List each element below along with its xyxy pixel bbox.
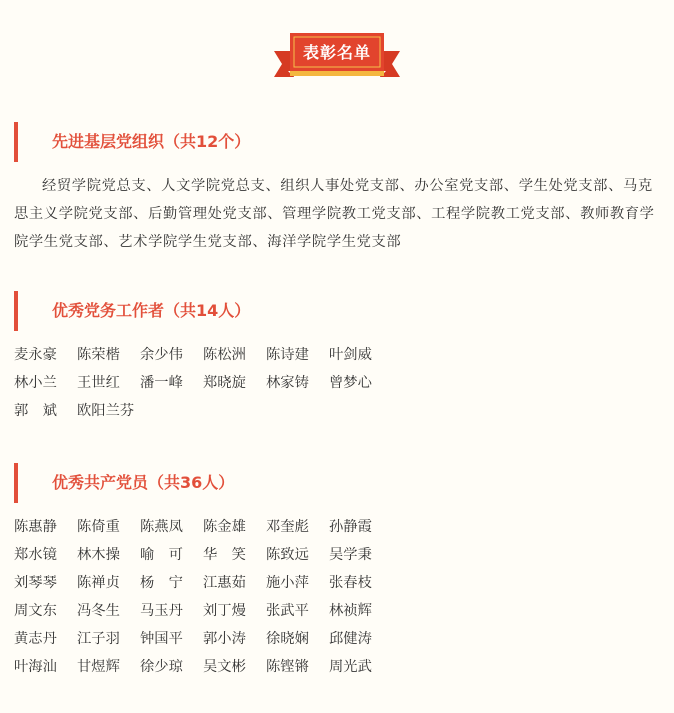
name-item: 刘丁熳 — [203, 603, 246, 619]
section-heading-advanced-orgs — [14, 122, 674, 162]
name-item: 王世红 — [77, 375, 120, 391]
section-heading-party-workers — [14, 291, 674, 331]
name-item: 陈禅贞 — [77, 575, 120, 591]
name-item: 邓奎彪 — [266, 519, 309, 535]
section-accent-bar — [14, 291, 18, 331]
name-item: 陈燕凤 — [140, 519, 183, 535]
name-item: 林家铸 — [266, 375, 309, 391]
name-item: 陈荣楷 — [77, 347, 120, 363]
name-item: 陈惠静 — [14, 519, 57, 535]
name-item: 林祯辉 — [329, 603, 372, 619]
name-item: 陈倚重 — [77, 519, 120, 535]
name-item: 吴学秉 — [329, 547, 372, 563]
name-row — [14, 653, 664, 681]
name-item: 华 笑 — [203, 547, 246, 563]
name-item: 冯冬生 — [77, 603, 120, 619]
name-item: 潘一峰 — [140, 375, 183, 391]
name-item: 江惠茹 — [203, 575, 246, 591]
name-item: 余少伟 — [140, 347, 183, 363]
name-item: 叶海汕 — [14, 659, 57, 675]
name-item: 郑晓旋 — [203, 375, 246, 391]
name-row — [14, 513, 664, 541]
name-item: 钟国平 — [140, 631, 183, 647]
name-item: 喻 可 — [140, 547, 183, 563]
name-item: 马玉丹 — [140, 603, 183, 619]
section-title: 优秀党务工作者（共14人） — [52, 301, 251, 320]
name-item: 郭小涛 — [203, 631, 246, 647]
section-title: 先进基层党组织（共12个） — [52, 132, 251, 151]
name-item: 杨 宁 — [140, 575, 183, 591]
name-item: 林木操 — [77, 547, 120, 563]
name-item: 黄志丹 — [14, 631, 57, 647]
advanced-orgs-list: 经贸学院党总支、人文学院党总支、组织人事处党支部、办公室党支部、学生处党支部、马克思主义学院党支部、后勤管理处党支部、管理学院教工党支部、工程学院教工党支部、教师教育学院学生党支部、艺术学院学生党支部、海洋学院学生党支部 — [14, 178, 655, 250]
name-item: 陈致远 — [266, 547, 309, 563]
name-row — [14, 341, 664, 369]
name-item: 江子羽 — [77, 631, 120, 647]
name-row — [14, 541, 664, 569]
name-item: 陈金雄 — [203, 519, 246, 535]
name-item: 张春枝 — [329, 575, 372, 591]
name-item: 林小兰 — [14, 375, 57, 391]
name-item: 吴文彬 — [203, 659, 246, 675]
name-row — [14, 625, 664, 653]
name-item: 陈松洲 — [203, 347, 246, 363]
name-item: 施小萍 — [266, 575, 309, 591]
name-item: 邱健涛 — [329, 631, 372, 647]
name-row — [14, 397, 664, 425]
name-item: 欧阳兰芬 — [77, 403, 135, 419]
section-title: 优秀共产党员（共36人） — [52, 473, 235, 492]
section-accent-bar — [14, 122, 18, 162]
name-item: 曾梦心 — [329, 375, 372, 391]
title-banner — [0, 33, 674, 81]
name-item: 郑水镜 — [14, 547, 57, 563]
name-item: 周文东 — [14, 603, 57, 619]
name-item: 陈铿锵 — [266, 659, 309, 675]
name-item: 甘煜辉 — [77, 659, 120, 675]
party-workers-list — [14, 341, 664, 425]
name-row — [14, 569, 664, 597]
section-accent-bar — [14, 463, 18, 503]
name-item: 叶剑威 — [329, 347, 372, 363]
name-item: 张武平 — [266, 603, 309, 619]
name-item: 徐少琼 — [140, 659, 183, 675]
name-item: 徐晓娴 — [266, 631, 309, 647]
name-item: 刘琴琴 — [14, 575, 57, 591]
name-row — [14, 597, 664, 625]
name-item: 陈诗建 — [266, 347, 309, 363]
name-item: 麦永豪 — [14, 347, 57, 363]
name-row — [14, 369, 664, 397]
party-members-list — [14, 513, 664, 681]
name-item: 周光武 — [329, 659, 372, 675]
name-item: 郭 斌 — [14, 403, 57, 419]
banner-title: 表彰名单 — [302, 43, 371, 62]
section-heading-party-members — [14, 463, 674, 503]
name-item: 孙静霞 — [329, 519, 372, 535]
